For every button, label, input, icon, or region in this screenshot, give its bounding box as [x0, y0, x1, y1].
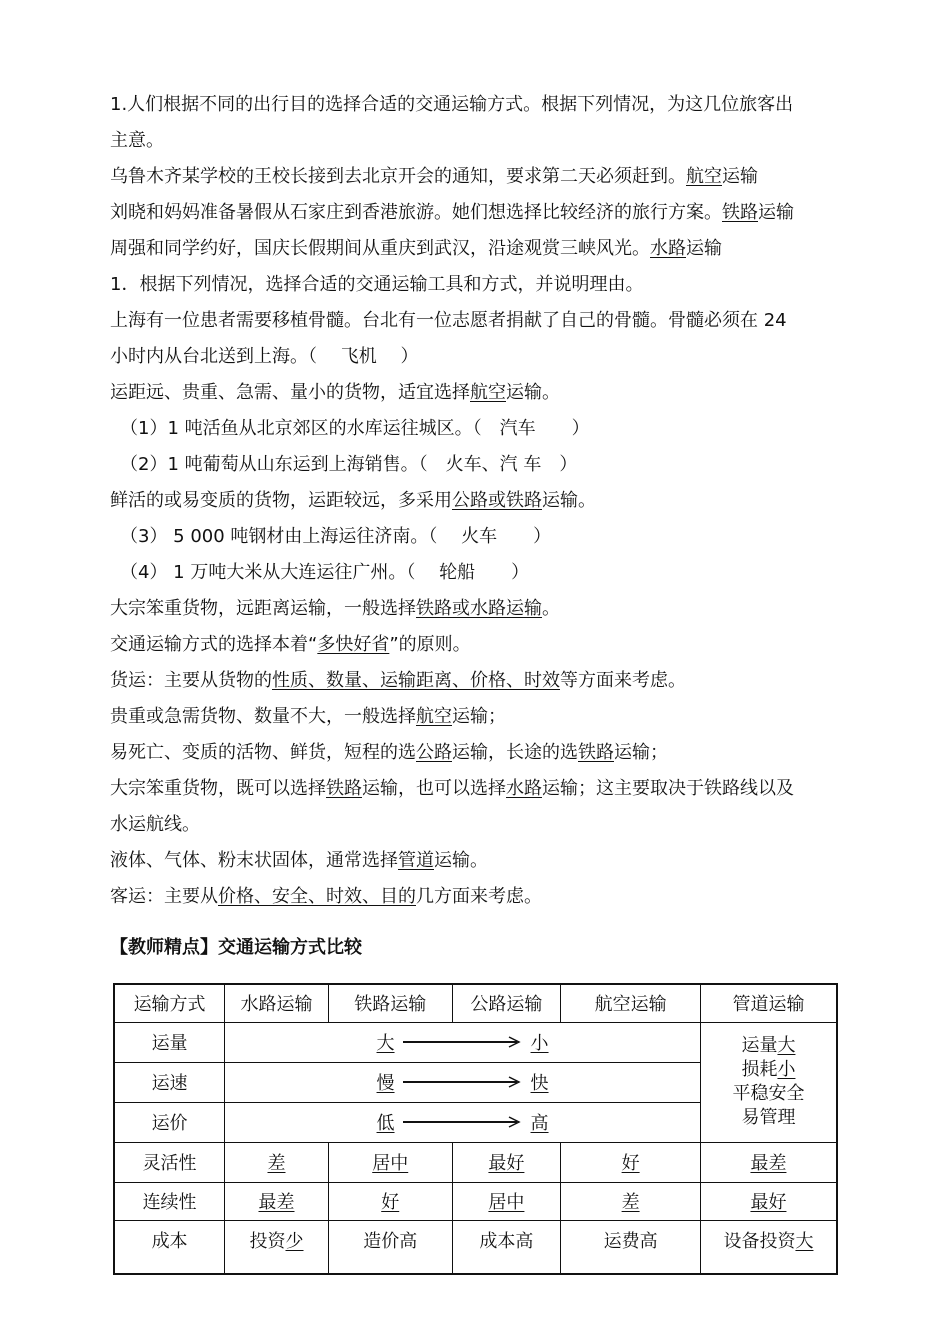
text-segment: 运输 — [758, 202, 794, 223]
text-segment: 上海有一位患者需要移植骨髓。台北有一位志愿者捐献了自己的骨髓。骨髓必须在 24 — [110, 310, 787, 331]
table-row — [114, 1022, 837, 1062]
header-cell: 水路运输 — [225, 984, 329, 1022]
text-segment: 易死亡、变质的活物、鲜货，短程的选 — [110, 742, 416, 763]
text-segment: 交通运输方式的选择本着“ — [110, 634, 318, 655]
table-cell: 居中 — [452, 1182, 561, 1220]
text-segment: 运输，也可以选择 — [362, 778, 506, 799]
text-line — [110, 519, 845, 555]
table-row — [114, 1182, 837, 1220]
text-segment: 鲜活的或易变质的货物，运距较远，多采用 — [110, 490, 452, 511]
text-line — [110, 231, 845, 267]
arrow-cell — [225, 1062, 701, 1102]
section-heading: 【教师精点】交通运输方式比较 — [110, 937, 362, 958]
row-label: 成本 — [114, 1220, 225, 1274]
text-line — [110, 627, 845, 663]
table-cell: 运费高 — [561, 1220, 701, 1274]
comparison-table — [113, 983, 838, 1275]
text-line — [110, 699, 845, 735]
pipeline-note: 易管理 — [741, 1107, 796, 1128]
text-segment: 等方面来考虑。 — [560, 670, 686, 691]
text-line — [110, 339, 845, 375]
text-line — [110, 771, 845, 807]
underlined-answer: 管道 — [398, 850, 434, 871]
underlined-answer: 铁路 — [578, 742, 614, 763]
pipeline-note: 平稳安全 — [732, 1083, 805, 1104]
text-segment: 运距远、贵重、急需、量小的货物，适宜选择 — [110, 382, 470, 403]
underlined-answer: 水路 — [506, 778, 542, 799]
table-cell: 造价高 — [328, 1220, 452, 1274]
underlined-answer: 航空 — [686, 166, 722, 187]
right-arrow-icon — [403, 1076, 523, 1088]
text-line — [110, 411, 845, 447]
text-line — [110, 195, 845, 231]
pipeline-notes — [700, 1022, 837, 1142]
text-segment: 几方面来考虑。 — [416, 886, 542, 907]
row-label: 运量 — [114, 1022, 225, 1062]
table-header-row — [114, 984, 837, 1022]
table-cell: 最好 — [700, 1182, 837, 1220]
text-segment: 运输 — [722, 166, 758, 187]
text-segment: （2）1 吨葡萄从山东运到上海销售。（ 火车、汽 车 ） — [120, 454, 578, 475]
arrow-cell — [225, 1102, 701, 1142]
text-line — [110, 591, 845, 627]
text-line — [110, 447, 845, 483]
text-segment: 1.人们根据不同的出行目的选择合适的交通运输方式。根据下列情况，为这几位旅客出 — [110, 94, 794, 115]
text-line — [110, 663, 845, 699]
underlined-answer: 铁路 — [722, 202, 758, 223]
text-line — [110, 267, 845, 303]
text-segment: 运输。 — [434, 850, 488, 871]
text-line — [110, 555, 845, 591]
header-cell: 铁路运输 — [328, 984, 452, 1022]
pipeline-note: 运量大 — [741, 1035, 796, 1056]
underlined-answer: 公路 — [416, 742, 452, 763]
row-label: 灵活性 — [114, 1142, 225, 1182]
text-line — [110, 483, 845, 519]
text-segment: 液体、气体、粉末状固体，通常选择 — [110, 850, 398, 871]
table-cell: 设备投资大 — [700, 1220, 837, 1274]
text-segment: 周强和同学约好，国庆长假期间从重庆到武汉，沿途观赏三峡风光。 — [110, 238, 650, 259]
text-segment: ”的原则。 — [389, 634, 471, 655]
text-segment: 运输，长途的选 — [452, 742, 578, 763]
table-cell: 居中 — [328, 1142, 452, 1182]
text-segment: 贵重或急需货物、数量不大，一般选择 — [110, 706, 416, 727]
underlined-answer: 航空 — [416, 706, 452, 727]
text-line — [110, 843, 845, 879]
arrow-to: 快 — [530, 1073, 549, 1094]
row-label: 连续性 — [114, 1182, 225, 1220]
table-cell: 最差 — [225, 1182, 329, 1220]
table-cell: 好 — [561, 1142, 701, 1182]
text-segment: 运输。 — [506, 382, 560, 403]
text-segment: 刘晓和妈妈准备暑假从石家庄到香港旅游。她们想选择比较经济的旅行方案。 — [110, 202, 722, 223]
row-label: 运速 — [114, 1062, 225, 1102]
underlined-answer: 性质、数量、运输距离、价格、时效 — [272, 670, 560, 691]
table-cell: 好 — [328, 1182, 452, 1220]
arrow-to: 高 — [530, 1113, 549, 1134]
table-cell: 差 — [561, 1182, 701, 1220]
header-cell: 航空运输 — [561, 984, 701, 1022]
text-segment: 客运：主要从 — [110, 886, 218, 907]
arrow-from: 慢 — [376, 1073, 395, 1094]
underlined-answer: 铁路 — [326, 778, 362, 799]
pipeline-note: 损耗小 — [741, 1059, 796, 1080]
table-cell: 投资少 — [225, 1220, 329, 1274]
arrow-to: 小 — [530, 1033, 549, 1054]
underlined-answer: 铁路或水路运输 — [416, 598, 542, 619]
text-segment: （1）1 吨活鱼从北京郊区的水库运往城区。（ 汽车 ） — [120, 418, 590, 439]
underlined-answer: 价格、安全、时效、目的 — [218, 886, 416, 907]
text-line — [110, 375, 845, 411]
text-segment: 乌鲁木齐某学校的王校长接到去北京开会的通知，要求第二天必须赶到。 — [110, 166, 686, 187]
arrow-from: 低 — [376, 1113, 395, 1134]
text-segment: 大宗笨重货物，远距离运输，一般选择 — [110, 598, 416, 619]
text-segment: 货运：主要从货物的 — [110, 670, 272, 691]
underlined-answer: 多快好省 — [317, 634, 390, 655]
header-cell: 管道运输 — [700, 984, 837, 1022]
arrow-cell — [225, 1022, 701, 1062]
row-label: 运价 — [114, 1102, 225, 1142]
text-segment: 主意。 — [110, 130, 164, 151]
underlined-answer: 水路 — [650, 238, 686, 259]
right-arrow-icon — [403, 1116, 523, 1128]
text-segment: 水运航线。 — [110, 814, 200, 835]
text-segment: 运输； — [452, 706, 506, 727]
text-segment: 大宗笨重货物，既可以选择 — [110, 778, 326, 799]
text-segment: 1．根据下列情况，选择合适的交通运输工具和方式，并说明理由。 — [110, 274, 644, 295]
text-body — [110, 87, 845, 915]
text-segment: 。 — [542, 598, 560, 619]
table-row — [114, 1142, 837, 1182]
header-cell: 运输方式 — [114, 984, 225, 1022]
header-cell: 公路运输 — [452, 984, 561, 1022]
text-segment: （3） 5 000 吨钢材由上海运往济南。（ 火车 ） — [120, 526, 552, 547]
underlined-answer: 航空 — [470, 382, 506, 403]
text-segment: 运输。 — [542, 490, 596, 511]
text-line — [110, 807, 845, 843]
text-line — [110, 159, 845, 195]
text-line — [110, 735, 845, 771]
table-cell: 成本高 — [452, 1220, 561, 1274]
text-line — [110, 87, 845, 123]
text-line — [110, 123, 845, 159]
table-cell: 最差 — [700, 1142, 837, 1182]
arrow-from: 大 — [376, 1033, 395, 1054]
table-row — [114, 1220, 837, 1274]
text-line — [110, 879, 845, 915]
right-arrow-icon — [403, 1036, 523, 1048]
text-segment: 运输； — [614, 742, 668, 763]
table-cell: 差 — [225, 1142, 329, 1182]
text-segment: 运输；这主要取决于铁路线以及 — [542, 778, 794, 799]
text-segment: 运输 — [686, 238, 722, 259]
text-line — [110, 303, 845, 339]
text-segment: （4） 1 万吨大米从大连运往广州。（ 轮船 ） — [120, 562, 530, 583]
table-cell: 最好 — [452, 1142, 561, 1182]
underlined-answer: 公路或铁路 — [452, 490, 542, 511]
text-segment: 小时内从台北送到上海。（ 飞机 ） — [110, 346, 419, 367]
